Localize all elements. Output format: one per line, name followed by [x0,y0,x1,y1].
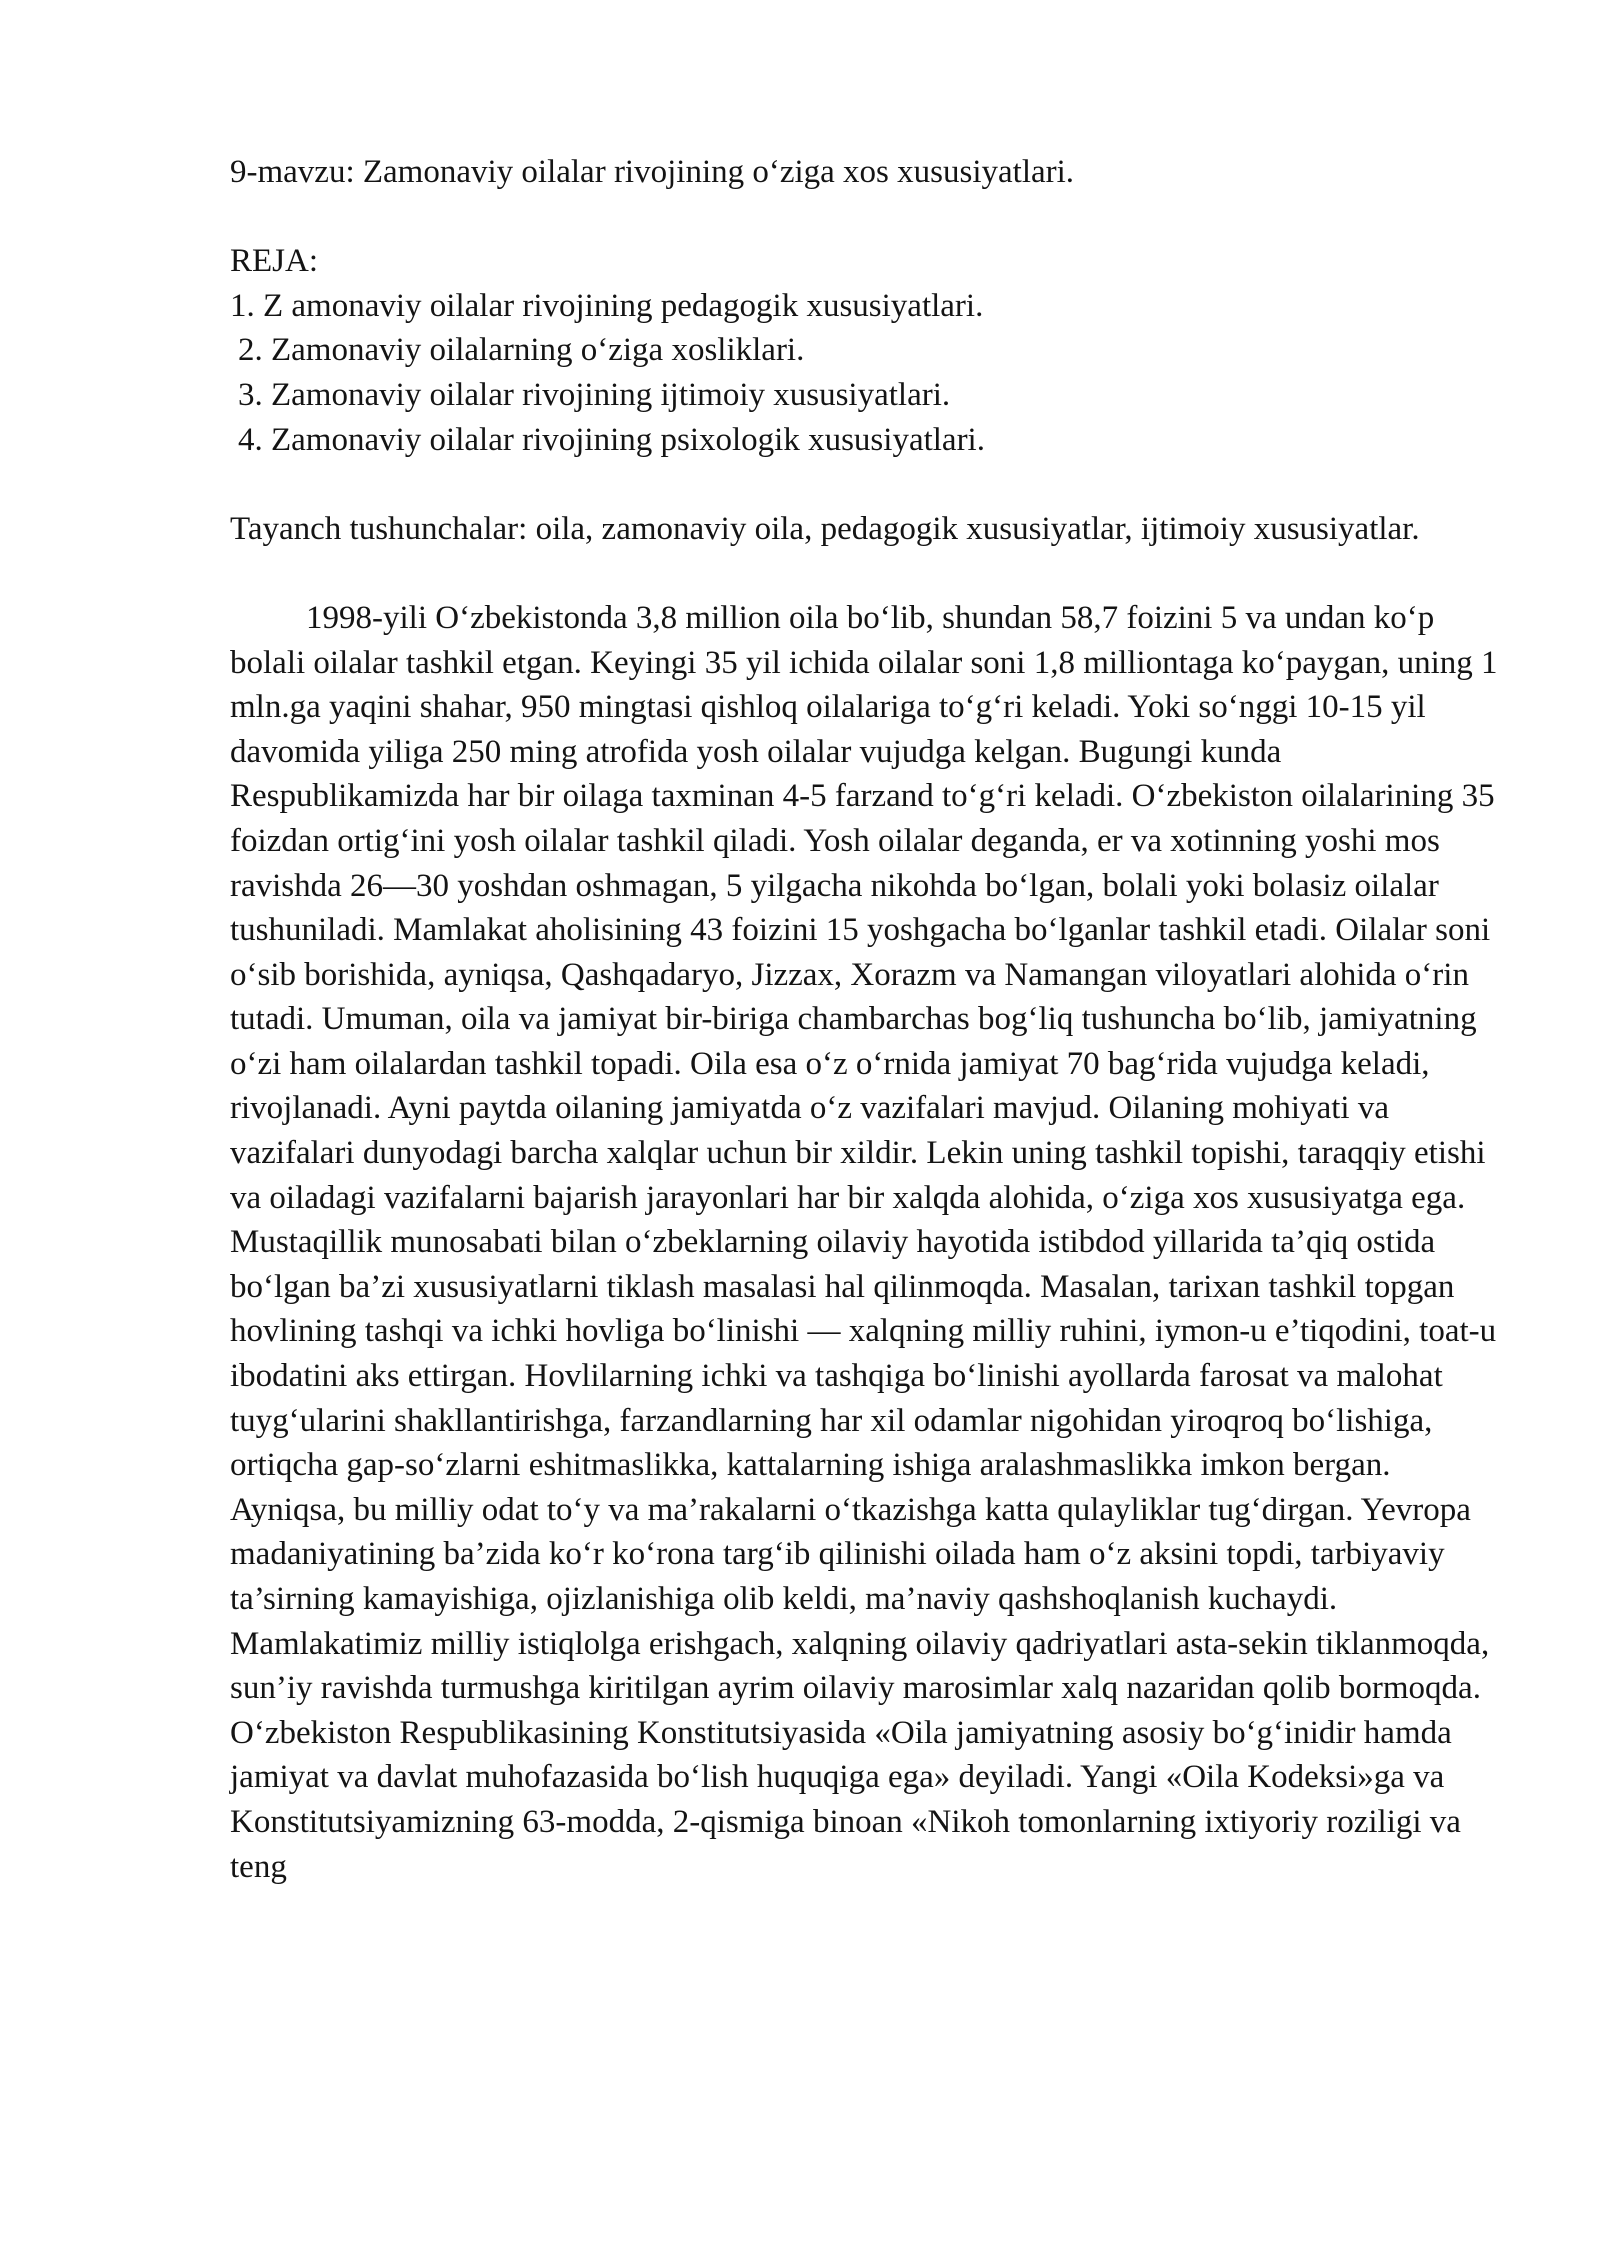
topic-title: 9-mavzu: Zamonaviy oilalar rivojining o‘ziga xos xususiyatlari. [230,154,1075,190]
plan-item-3: 3. Zamonaviy oilalar rivojining ijtimoiy xususiyatlari. [238,376,951,413]
plan-item-1: 1. Z amonaviy oilalar rivojining pedagogik xususiyatlari. [230,287,984,324]
document-body [230,150,1520,1889]
keywords-paragraph: Tayanch tushunchalar: oila, zamonaviy oila, pedagogik xususiyatlar, ijtimoiy xususiyatlar. [230,510,1420,547]
plan-item-2: 2. Zamonaviy oilalarning o‘ziga xosliklari. [238,332,805,369]
body-paragraph: 1998-yili O‘zbekistonda 3,8 million oila bo‘lib, shundan 58,7 foizini 5 va undan ko‘p bolali oilalar tashkil etgan. Keyingi 35 yil ichida oilalar soni 1,8 milliontaga ko‘paygan, uning 1 mln.ga yaqini shahar, 950 mingtasi qishloq oilalariga to‘g‘ri keladi. Yoki so‘nggi 10-15 yil davomida yiliga 250 ming atrofida yosh oilalar vujudga kelgan. Bugungi kunda Respublikamizda har bir oilaga taxminan 4-5 farzand to‘g‘ri keladi. O‘zbekiston oilalarining 35 foizdan ortig‘ini yosh oilalar tashkil qiladi. Yosh oilalar deganda, er va xotinning yoshi mos ravishda 26—30 yoshdan oshmagan, 5 yilgacha nikohda bo‘lgan, bolali yoki bolasiz oilalar tushuniladi. Mamlakat aholisining 43 foizini 15 yoshgacha bo‘lganlar tashkil etadi. Oilalar soni o‘sib borishida, ayniqsa, Qashqadaryo, Jizzax, Xorazm va Namangan viloyatlari alohida o‘rin tutadi. Umuman, oila va jamiyat bir-biriga chambarchas bog‘liq tushuncha bo‘lib, jamiyatning o‘zi ham oilalardan tashkil topadi. Oila esa o‘z o‘rnida jamiyat 70 bag‘rida vujudga keladi, rivojlanadi. Ayni paytda oilaning jamiyatda o‘z vazifalari mavjud. Oilaning mohiyati va vazifalari dunyodagi barcha xalqlar uchun bir xildir. Lekin uning tashkil topishi, taraqqiy etishi va oiladagi vazifalarni bajarish jarayonlari har bir xalqda alohida, o‘ziga xos xususiyatga ega. Mustaqillik munosabati bilan o‘zbeklarning oilaviy hayotida istibdod yillarida ta’qiq ostida bo‘lgan ba’zi xususiyatlarni tiklash masalasi hal qilinmoqda. Masalan, tarixan tashkil topgan hovlining tashqi va ichki hovliga bo‘linishi — xalqning milliy ruhini, iymon-u e’tiqodini, toat-u ibodatini aks ettirgan. Hovlilarning ichki va tashqiga bo‘linishi ayollarda farosat va malohat tuyg‘ularini shakllantirishga, farzandlarning har xil odamlar nigohidan yiroqroq bo‘lishiga, ortiqcha gap-so‘zlarni eshitmaslikka, kattalarning ishiga aralashmaslikka imkon bergan. Ayniqsa, bu milliy odat to‘y va ma’rakalarni o‘tkazishga katta qulayliklar tug‘dirgan. Yevropa madaniyatining ba’zida ko‘r ko‘rona targ‘ib qilinishi oilada ham o‘z aksini topdi, tarbiyaviy ta’sirning kamayishiga, ojizlanishiga olib keldi, ma’naviy qashshoqlanish kuchaydi. Mamlakatimiz milliy istiqlolga erishgach, xalqning oilaviy qadriyatlari asta-sekin tiklanmoqda, sun’iy ravishda turmushga kiritilgan ayrim oilaviy marosimlar xalq nazaridan qolib bormoqda. O‘zbekiston Respublikasining Konstitutsiyasida «Oila jamiyatning asosiy bo‘g‘inidir hamda jamiyat va davlat muhofazasida bo‘lish huquqiga ega» deyiladi. Yangi «Oila Kodeksi»ga va Konstitutsiyamizning 63-modda, 2-qismiga binoan «Nikoh tomonlarning ixtiyoriy roziligi va teng [230,599,1498,1885]
plan-heading: REJA: [230,243,319,280]
plan-list [230,284,1520,462]
plan-section [230,239,1520,462]
plan-item-4: 4. Zamonaviy oilalar rivojining psixologik xususiyatlari. [238,421,985,458]
